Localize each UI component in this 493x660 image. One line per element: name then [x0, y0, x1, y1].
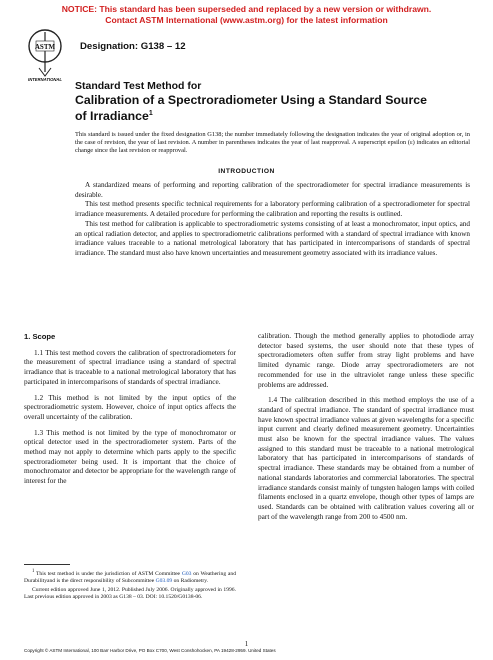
introduction-body — [75, 181, 470, 259]
title-line-3: of Irradiance$^1$ — [75, 109, 153, 124]
svg-text:INTERNATIONAL: INTERNATIONAL — [28, 77, 62, 82]
committee-g03-link[interactable]: G03 — [181, 570, 192, 577]
document-title — [75, 80, 470, 124]
title-line-1: Standard Test Method for — [75, 80, 202, 92]
issued-note: This standard is issued under the fixed designation G138; the number immediately following the designation indicates the year of original adoption or, in the case of revision, the year of last revision. A number in parentheses indicates the year of last reapproval. A superscript epsilon (ε) indicates an editorial change since the last revision or reapproval. — [75, 131, 470, 155]
paragraph-1-3-continued: calibration. Though the method generally applies to photodiode array detector based systems, the user should note that these types of spectroradiometers often suffer from stray light problems and have limited dynamic range. Diode array spectroradiometers are not recommended for use in the ultraviolet range unless these specific problems are addressed. — [258, 331, 474, 389]
paragraph-1-3: 1.3 This method is not limited by the type of monochromator or optical detector used in the spectroradiometer system. Parts of the method may not apply to determine which parts apply to the specific spectroradiometer being used. It is important that the choice of monochromator and detector be appropriate for the wavelength range of interest for the — [24, 427, 236, 486]
paragraph-1-4: 1.4 The calibration described in this method employs the use of a standard of spectral irradiance. The standard of spectral irradiance must have known spectral irradiance values at given wavelengths for a specific input current and clearly defined measurement geometry. Uncertainties must also be known for the spectral irradiance values. The values assigned to this standard must be traceable to a national metrological laboratory that has participated in intercomparisons of standards of spectral irradiance. These standards may be obtained from a number of national standards laboratories and commercial laboratories. The spectral irradiance standards consist mainly of tungsten halogen lamps with coiled filaments enclosed in a quartz envelope, though other types of lamps are used. Standards can be obtained with calibration values covering all or part of the wavelength range from 200 to 4500 nm. — [258, 395, 474, 521]
superseded-notice — [0, 4, 493, 25]
astm-logo — [27, 28, 63, 82]
intro-paragraph: This test method for calibration is applicable to spectroradiometric systems consisting of at least a monochromator, input optics, and an optical radiation detector, and applies to spectroradiometric calibrations performed with a standard of spectral irradiance with known irradiance values traceable to a national metrological laboratory that has participated in intercomparisons of standards of spectral irradiance. The standard must also have known uncertainties and measurement geometry associated with its irradiance values. — [75, 219, 470, 257]
introduction-heading: INTRODUCTION — [218, 168, 275, 175]
subcommittee-g03-09-link[interactable]: G03.09 — [155, 577, 173, 584]
notice-line-2: Contact ASTM International (www.astm.org) for the latest information — [105, 14, 388, 25]
page-number: 1 — [244, 640, 249, 648]
svg-text:ASTM: ASTM — [34, 43, 56, 51]
paragraph-1-2: 1.2 This method is not limited by the input optics of the spectroradiometric system. However, choice of input optics affects the overall uncertainty of the calibration. — [24, 392, 236, 421]
scope-heading: 1. Scope — [24, 332, 56, 341]
copyright-line: Copyright © ASTM International, 100 Barr Harbor Drive, PO Box C700, West Conshohocken, PA 19428-2959. United States — [24, 648, 276, 653]
notice-line-1: NOTICE: This standard has been superseded and replaced by a new version or withdrawn. — [61, 4, 432, 14]
footnote-1: $^1$ This test method is under the jurisdiction of ASTM Committee G03 on Weathering and Durabilityand is the direct responsibility of Subcommittee G03.09 on Radiometry. — [24, 569, 236, 584]
paragraph-1-1: 1.1 This test method covers the calibration of spectroradiometers for the measurement of spectral irradiance using a standard of spectral irradiance that is traceable to a national metrological laboratory that has participated in intercomparisons of standards of spectral irradiance. — [24, 347, 236, 386]
left-column — [24, 332, 236, 492]
title-line-2: Calibration of a Spectroradiometer Using a Standard Source — [75, 93, 427, 107]
intro-paragraph: This test method presents specific technical requirements for a laboratory performing calibration of a spectroradiometer for spectral irradiance measurements. A detailed procedure for performing the calibration and reporting the results is outlined. — [75, 200, 470, 219]
right-column — [258, 331, 474, 527]
footnotes — [24, 568, 236, 603]
designation: Designation: G138 – 12 — [80, 41, 186, 52]
title-footnote-mark: 1 — [148, 110, 153, 118]
footnote-2: Current edition approved June 1, 2012. Published July 2006. Originally approved in 1996. Last previous edition approved in 2003 as G138 – 03. DOI: 10.1520/G0138-06. — [24, 586, 236, 600]
footnote-divider — [24, 564, 70, 565]
intro-paragraph: A standardized means of performing and reporting calibration of the spectroradiometer for spectral irradiance measurements is desirable. — [75, 181, 470, 199]
